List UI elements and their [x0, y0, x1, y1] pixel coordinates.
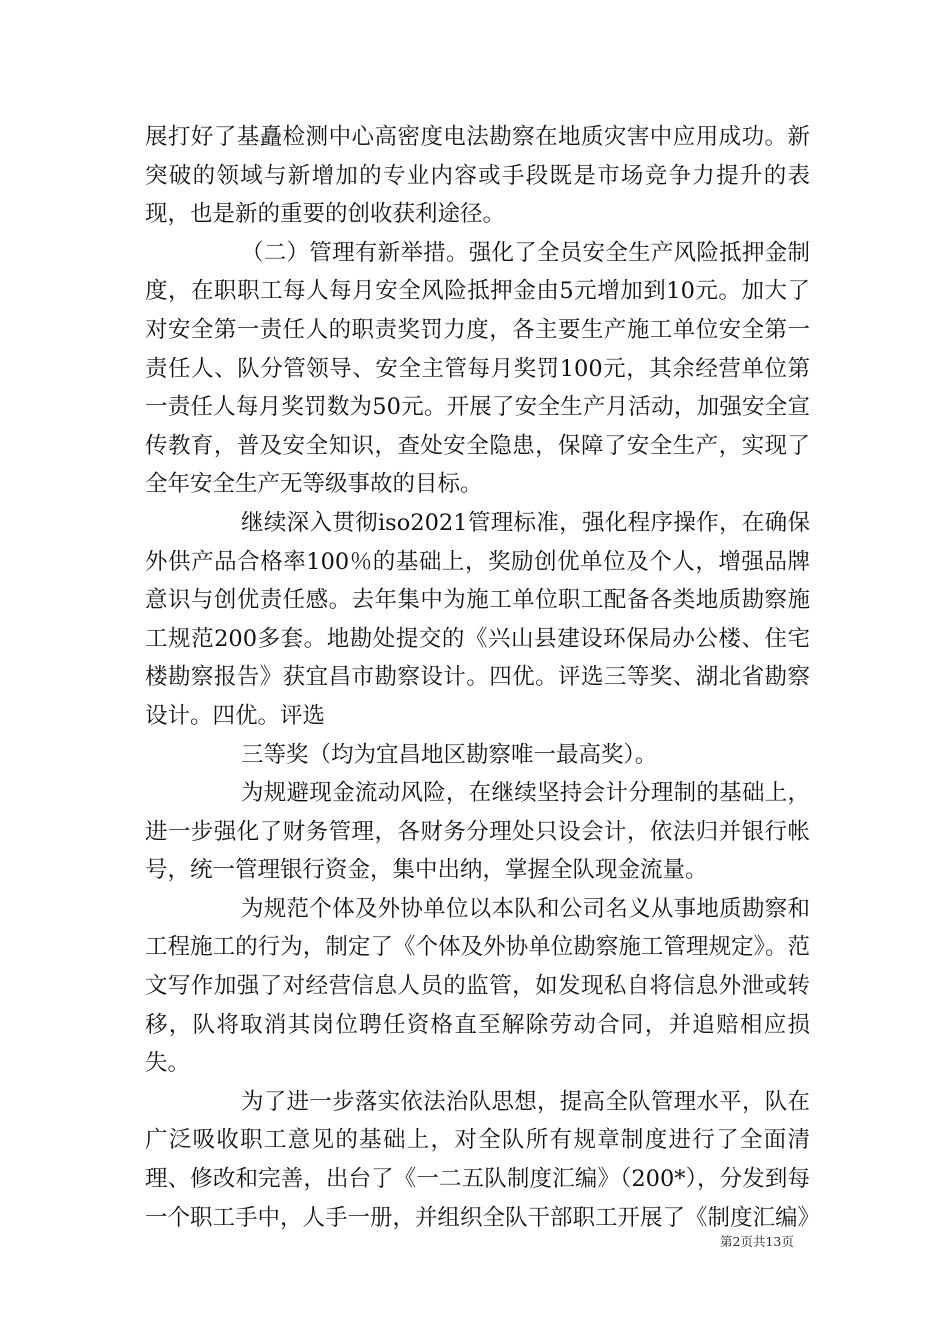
- paragraph-5: 为规避现金流动风险，在继续坚持会计分理制的基础上，进一步强化了财务管理，各财务分理处只设会计，依法归并银行帐号，统一管理银行资金，集中出纳，掌握全队现金流量。: [145, 780, 810, 884]
- paragraph-4: 三等奖（均为宜昌地区勘察唯一最高奖）。: [241, 741, 658, 768]
- page-number-footer: 第2页共13页: [720, 1234, 794, 1249]
- paragraph-1: 展打好了基矗检测中心高密度电法勘察在地质灾害中应用成功。新突破的领域与新增加的专业内容或手段既是市场竞争力提升的表现，也是新的重要的创收获利途径。: [145, 124, 810, 228]
- paragraph-7: 为了进一步落实依法治队思想，提高全队管理水平，队在广泛吸收职工意见的基础上，对全队所有规章制度进行了全面清理、修改和完善，出台了《一二五队制度汇编》（200*），分发到每一个职工手中，人手一册，并组织全队干部职工开展了《制度汇编》: [145, 1088, 821, 1231]
- paragraph-3: 继续深入贯彻iso2021管理标准，强化程序操作，在确保外供产品合格率100％的基础上，奖励创优单位及个人，增强品牌意识与创优责任感。去年集中为施工单位职工配备各类地质勘察施工规范200多套。地勘处提交的《兴山县建设环保局办公楼、住宅楼勘察报告》获宜昌市勘察设计。四优。评选三等奖、湖北省勘察设计。四优。评选: [145, 509, 810, 729]
- paragraph-2: （二）管理有新举措。强化了全员安全生产风险抵押金制度，在职职工每人每月安全风险抵押金由5元增加到10元。加大了对安全第一责任人的职责奖罚力度，各主要生产施工单位安全第一责任人、队分管领导、安全主管每月奖罚100元，其余经营单位第一责任人每月奖罚数为50元。开展了安全生产月活动，加强安全宣传教育，普及安全知识，查处安全隐患，保障了安全生产，实现了全年安全生产无等级事故的目标。: [145, 239, 810, 498]
- document-body: [145, 118, 821, 1237]
- paragraph-6: 为规范个体及外协单位以本队和公司名义从事地质勘察和工程施工的行为，制定了《个体及外协单位勘察施工管理规定》。范文写作加强了对经营信息人员的监管，如发现私自将信息外泄或转移，队将取消其岗位聘任资格直至解除劳动合同，并追赔相应损失。: [145, 895, 810, 1077]
